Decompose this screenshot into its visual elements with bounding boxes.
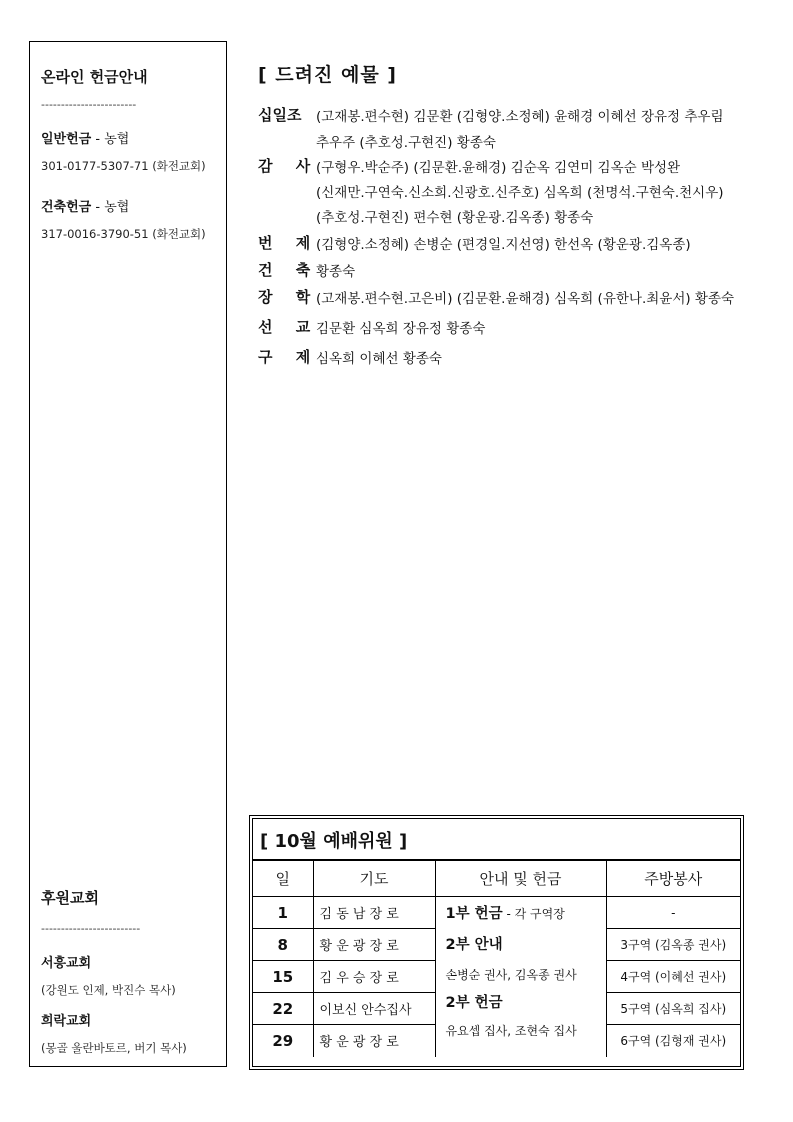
- church2-name: 희락교회: [41, 1014, 92, 1029]
- building-offering-label: 건축헌금: [41, 200, 92, 215]
- offering-label: 십일조: [258, 106, 302, 124]
- offering-line: (고재봉.편수현.고은비) (김문환.윤해경) 심옥희 (유한나.최윤서) 황종숙: [316, 291, 735, 307]
- offering-label: 구 제: [258, 348, 320, 366]
- offering-row-tithe: [258, 104, 311, 125]
- offering-row-mission: [258, 316, 320, 337]
- church1-detail: (강원도 인제, 박진수 목사): [41, 983, 176, 997]
- building-offering: [41, 196, 129, 215]
- general-offering-label: 일반헌금: [41, 132, 92, 147]
- support-church-title: 후원교회: [41, 889, 99, 907]
- guide-second-usher-names: 손병순 권사, 김옥종 권사: [445, 968, 577, 982]
- offering-label: 장 학: [258, 288, 320, 306]
- kitchen-cell: 3구역 (김옥종 권사): [606, 929, 740, 961]
- guide-cell: [435, 897, 606, 1057]
- guide-second-offering: 2부 헌금: [445, 995, 503, 1011]
- guide-second-usher: 2부 안내: [445, 937, 503, 953]
- kitchen-cell: 4구역 (이혜선 권사): [606, 961, 740, 993]
- prayer-cell: 황 운 광 장 로: [313, 1025, 435, 1057]
- day-cell: 1: [253, 897, 313, 929]
- header-day: 일: [253, 861, 313, 897]
- offering-row-relief: [258, 346, 320, 367]
- table-header-row: [253, 861, 740, 897]
- worship-committee-title: [ 10월 예배위원 ]: [253, 819, 740, 860]
- offering-row-thanks: [258, 155, 320, 176]
- offering-row-burnt: [258, 232, 320, 253]
- day-cell: 29: [253, 1025, 313, 1057]
- offering-line: (구형우.박순주) (김문환.윤해경) 김순옥 김연미 김옥순 박성완: [316, 160, 681, 176]
- divider: -------------------------: [41, 922, 141, 935]
- day-cell: 15: [253, 961, 313, 993]
- worship-committee-inner: [252, 818, 741, 1067]
- header-guide: 안내 및 헌금: [435, 861, 606, 897]
- prayer-cell: 황 운 광 장 로: [313, 929, 435, 961]
- guide-second-offering-names: 유요셉 집사, 조현숙 집사: [445, 1024, 577, 1038]
- guide-first-offering-detail: - 각 구역장: [502, 907, 565, 921]
- building-offering-bank: - 농협: [91, 200, 130, 215]
- general-offering: [41, 128, 129, 147]
- day-cell: 22: [253, 993, 313, 1025]
- header-prayer: 기도: [313, 861, 435, 897]
- divider: ------------------------: [41, 98, 137, 111]
- guide-first-offering: 1부 헌금: [445, 906, 503, 922]
- church1-name: 서흥교회: [41, 956, 92, 971]
- general-account: 301-0177-5307-71 (화전교회): [41, 159, 206, 173]
- kitchen-cell: -: [606, 897, 740, 929]
- online-offering-title: 온라인 헌금안내: [41, 68, 148, 86]
- offering-label: 감 사: [258, 157, 320, 175]
- kitchen-cell: 6구역 (김형재 권사): [606, 1025, 740, 1057]
- offering-label: 선 교: [258, 318, 320, 336]
- worship-committee-box: [249, 815, 744, 1070]
- offering-line: (고재봉.편수현) 김문환 (김형양.소정혜) 윤해경 이혜선 장유정 추우림: [316, 109, 724, 125]
- prayer-cell: 김 우 승 장 로: [313, 961, 435, 993]
- offering-row-building: [258, 259, 320, 280]
- prayer-cell: 김 동 남 장 로: [313, 897, 435, 929]
- offering-line: (신재만.구연숙.신소희.신광호.신주호) 심옥희 (천명석.구현숙.천시우): [316, 185, 724, 201]
- table-row: [253, 897, 740, 929]
- offering-line: 황종숙: [316, 264, 356, 280]
- worship-committee-table: [253, 860, 740, 1057]
- offering-line: 추우주 (추호성.구현진) 황종숙: [316, 135, 496, 151]
- day-cell: 8: [253, 929, 313, 961]
- general-offering-bank: - 농협: [91, 132, 130, 147]
- offering-label: 번 제: [258, 234, 320, 252]
- sidebar: [29, 41, 227, 1067]
- offering-line: 김문환 심옥희 장유정 황종숙: [316, 321, 486, 337]
- header-kitchen: 주방봉사: [606, 861, 740, 897]
- kitchen-cell: 5구역 (심옥희 집사): [606, 993, 740, 1025]
- church2-detail: (몽골 울란바토르, 버기 목사): [41, 1041, 187, 1055]
- offering-line: (김형양.소정혜) 손병순 (편경일.지선영) 한선옥 (황운광.김옥종): [316, 237, 691, 253]
- offering-line: (추호성.구현진) 편수현 (황운광.김옥종) 황종숙: [316, 210, 594, 226]
- offering-row-scholarship: [258, 286, 320, 307]
- prayer-cell: 이보신 안수집사: [313, 993, 435, 1025]
- offerings-title: [ 드려진 예물 ]: [258, 64, 397, 86]
- offering-label: 건 축: [258, 261, 320, 279]
- building-account: 317-0016-3790-51 (화전교회): [41, 227, 206, 241]
- offering-line: 심옥희 이혜선 황종숙: [316, 351, 442, 367]
